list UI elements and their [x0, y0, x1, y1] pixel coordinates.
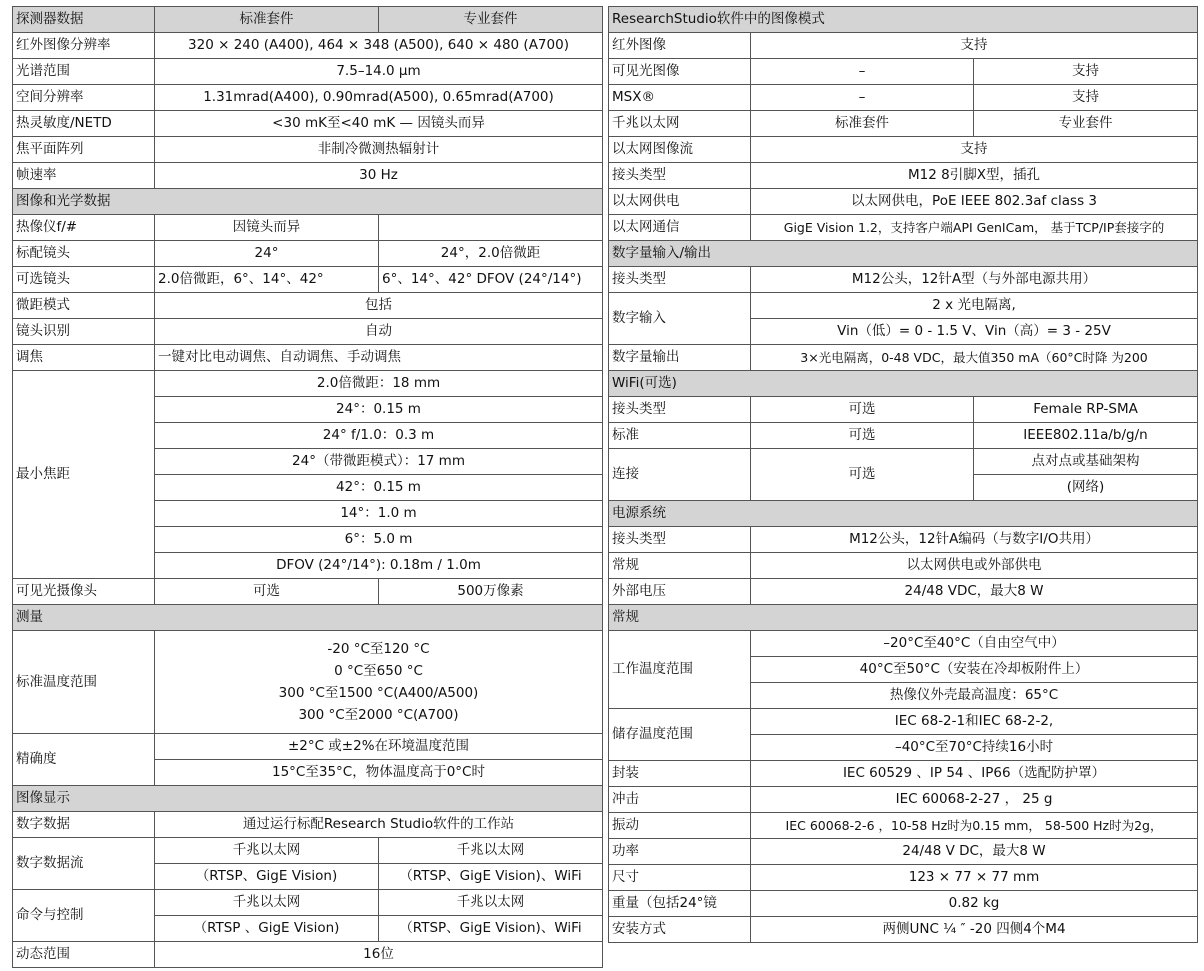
row-value-pro: 千兆以太网: [379, 838, 603, 864]
row-label: 调焦: [13, 345, 155, 371]
table-row: [609, 891, 1198, 917]
row-label: 接头类型: [609, 163, 751, 189]
table-row: [609, 33, 1198, 59]
row-label: 尺寸: [609, 865, 751, 891]
detector-spec-table: [12, 6, 603, 968]
temp-range-line: -20 °C至120 °C: [327, 641, 430, 657]
row-value-pro: 6°、14°、42° DFOV (24°/14°): [379, 267, 603, 293]
section-title: WiFi(可选): [609, 371, 1198, 397]
row-value: 14°：1.0 m: [155, 501, 603, 527]
row-value-pro: 支持: [974, 59, 1198, 85]
row-label: 精确度: [13, 734, 155, 786]
row-value: 30 Hz: [155, 163, 603, 189]
row-value: ±2°C 或±2%在环境温度范围: [155, 734, 603, 760]
table-row: [609, 423, 1198, 449]
table-row: [13, 942, 603, 968]
table-row: [609, 787, 1198, 813]
table-row: [13, 734, 603, 760]
row-label: 焦平面阵列: [13, 137, 155, 163]
row-value: 两侧UNC ¼ ″ -20 四侧4个M4: [751, 917, 1198, 943]
table-row: [609, 267, 1198, 293]
row-value-pro: 点对点或基础架构: [974, 449, 1198, 475]
section-header: [13, 605, 603, 631]
table-row: [609, 865, 1198, 891]
row-value: 24/48 V DC，最大8 W: [751, 839, 1198, 865]
row-value: 15°C至35°C，物体温度高于0°C时: [155, 760, 603, 786]
row-label: 标准温度范围: [13, 631, 155, 734]
section-header: [609, 605, 1198, 631]
row-value-standard: 可选: [751, 423, 974, 449]
table-row: [609, 553, 1198, 579]
table-row: [13, 137, 603, 163]
table-row: [13, 163, 603, 189]
table-row: [609, 709, 1198, 735]
row-label: 以太网供电: [609, 189, 751, 215]
row-value-standard: 可选: [751, 397, 974, 423]
row-value: 支持: [751, 33, 1198, 59]
table-row: [13, 85, 603, 111]
row-value-standard: –: [751, 85, 974, 111]
row-value-standard: 可选: [751, 449, 974, 501]
row-label: 连接: [609, 449, 751, 501]
table-row: [609, 761, 1198, 787]
row-value-standard: 24°: [155, 241, 379, 267]
row-value-standard: 2.0倍微距，6°、14°、42°: [155, 267, 379, 293]
table-row: [13, 371, 603, 397]
table-row: [13, 579, 603, 605]
row-value-standard: （RTSP 、GigE Vision): [155, 916, 379, 942]
row-value: [155, 631, 603, 734]
row-value: 热像仪外壳最高温度：65°C: [751, 683, 1198, 709]
section-header: [609, 7, 1198, 33]
table-row: [609, 85, 1198, 111]
row-value: IEC 68-2-1和IEC 68-2-2,: [751, 709, 1198, 735]
table-row: [13, 267, 603, 293]
row-value: 6°：5.0 m: [155, 527, 603, 553]
row-value: 24° f/1.0：0.3 m: [155, 423, 603, 449]
row-value: <30 mK至<40 mK — 因镜头而异: [155, 111, 603, 137]
row-label: 千兆以太网: [609, 111, 751, 137]
header-pro-kit: 专业套件: [379, 7, 603, 33]
row-value-standard: –: [751, 59, 974, 85]
row-value-pro: 500万像素: [379, 579, 603, 605]
row-label: 数字输入: [609, 293, 751, 345]
table-row: [609, 215, 1198, 241]
section-title: 测量: [13, 605, 603, 631]
table-row: [609, 345, 1198, 371]
row-label: 最小焦距: [13, 371, 155, 579]
row-label: 微距模式: [13, 293, 155, 319]
row-label: 以太网图像流: [609, 137, 751, 163]
row-value-pro: 千兆以太网: [379, 890, 603, 916]
row-value: 支持: [751, 137, 1198, 163]
temp-range-line: 300 °C至1500 °C(A400/A500): [278, 685, 479, 701]
row-value: 自动: [155, 319, 603, 345]
row-label: 可见光摄像头: [13, 579, 155, 605]
section-header: [609, 501, 1198, 527]
row-value: –20°C至40°C（自由空气中）: [751, 631, 1198, 657]
row-value-pro: (网络): [974, 475, 1198, 501]
row-label: 动态范围: [13, 942, 155, 968]
row-label: 外部电压: [609, 579, 751, 605]
row-value-standard: 千兆以太网: [155, 838, 379, 864]
row-label: 光谱范围: [13, 59, 155, 85]
section-title: 数字量输入/输出: [609, 241, 1198, 267]
table-row: [13, 33, 603, 59]
row-value: 2.0倍微距：18 mm: [155, 371, 603, 397]
row-value: M12公头，12针A型（与外部电源共用）: [751, 267, 1198, 293]
row-value-pro: （RTSP、GigE Vision)、WiFi: [379, 864, 603, 890]
row-value: IEC 60068-2-6 ，10-58 Hz时为0.15 mm， 58-500 Hz时为2g，: [751, 813, 1198, 839]
section-title: 图像和光学数据: [13, 189, 603, 215]
header-detector-data: 探测器数据: [13, 7, 155, 33]
row-label: 可选镜头: [13, 267, 155, 293]
table-row: [609, 917, 1198, 943]
row-value: 24°：0.15 m: [155, 397, 603, 423]
section-title: ResearchStudio软件中的图像模式: [609, 7, 1198, 33]
table-row: [609, 631, 1198, 657]
table-row: [13, 812, 603, 838]
row-value: 2 x 光电隔离,: [751, 293, 1198, 319]
row-label: 接头类型: [609, 397, 751, 423]
row-label: 接头类型: [609, 527, 751, 553]
row-value: 320 × 240 (A400), 464 × 348 (A500), 640 × 480 (A700): [155, 33, 603, 59]
row-value: 1.31mrad(A400), 0.90mrad(A500), 0.65mrad(A700): [155, 85, 603, 111]
section-title: 电源系统: [609, 501, 1198, 527]
table-row: [609, 397, 1198, 423]
row-label: 可见光图像: [609, 59, 751, 85]
table-row: [13, 631, 603, 734]
row-value-standard: 千兆以太网: [155, 890, 379, 916]
table-row: [609, 527, 1198, 553]
row-value: 123 × 77 × 77 mm: [751, 865, 1198, 891]
row-value-standard: 因镜头而异: [155, 215, 379, 241]
table-row: [13, 59, 603, 85]
table-row: [13, 890, 603, 916]
software-spec-table: [608, 6, 1198, 943]
row-value: 0.82 kg: [751, 891, 1198, 917]
row-value: –40°C至70°C持续16小时: [751, 735, 1198, 761]
row-label: 镜头识别: [13, 319, 155, 345]
row-label: 工作温度范围: [609, 631, 751, 709]
row-label: MSX®: [609, 85, 751, 111]
header-standard-kit: 标准套件: [155, 7, 379, 33]
row-value: 非制冷微测热辐射计: [155, 137, 603, 163]
row-value: 以太网供电，PoE IEEE 802.3af class 3: [751, 189, 1198, 215]
row-value: 24/48 VDC，最大8 W: [751, 579, 1198, 605]
row-label: 标配镜头: [13, 241, 155, 267]
row-value-pro: 支持: [974, 85, 1198, 111]
row-value: GigE Vision 1.2，支持客户端API GenICam， 基于TCP/IP套接字的: [751, 215, 1198, 241]
section-header: [13, 786, 603, 812]
row-value-standard: 可选: [155, 579, 379, 605]
table-row: [609, 163, 1198, 189]
row-value: 包括: [155, 293, 603, 319]
row-label: 红外图像分辨率: [13, 33, 155, 59]
table-row: [609, 189, 1198, 215]
row-label: 数字量输出: [609, 345, 751, 371]
row-label: 储存温度范围: [609, 709, 751, 761]
table-row: [13, 838, 603, 864]
row-value: IEC 60529 、IP 54 、IP66（选配防护罩）: [751, 761, 1198, 787]
section-title: 图像显示: [13, 786, 603, 812]
table-row: [609, 111, 1198, 137]
table-row: [609, 137, 1198, 163]
table-row: [609, 293, 1198, 319]
temp-range-line: 300 °C至2000 °C(A700): [298, 707, 459, 723]
table-row: [13, 345, 603, 371]
row-value: M12公头，12针A编码（与数字I/O共用）: [751, 527, 1198, 553]
row-label: 振动: [609, 813, 751, 839]
section-header: [609, 371, 1198, 397]
row-label: 热灵敏度/NETD: [13, 111, 155, 137]
row-value-standard: 标准套件: [751, 111, 974, 137]
row-value: M12 8引脚X型，插孔: [751, 163, 1198, 189]
table-row: [609, 449, 1198, 475]
row-label: 冲击: [609, 787, 751, 813]
row-label: 命令与控制: [13, 890, 155, 942]
row-value-pro: 24°，2.0倍微距: [379, 241, 603, 267]
section-header: [609, 241, 1198, 267]
row-value-pro: [379, 215, 603, 241]
row-value: 42°：0.15 m: [155, 475, 603, 501]
table-row: [13, 293, 603, 319]
row-label: 常规: [609, 553, 751, 579]
row-label: 以太网通信: [609, 215, 751, 241]
row-label: 重量（包括24°镜: [609, 891, 751, 917]
row-value: 一键对比电动调焦、自动调焦、手动调焦: [155, 345, 603, 371]
table-header-row: [13, 7, 603, 33]
row-label: 封装: [609, 761, 751, 787]
row-value: IEC 60068-2-27 ， 25 g: [751, 787, 1198, 813]
row-label: 功率: [609, 839, 751, 865]
row-value: DFOV (24°/14°): 0.18m / 1.0m: [155, 553, 603, 579]
row-label: 接头类型: [609, 267, 751, 293]
row-label: 空间分辨率: [13, 85, 155, 111]
row-label: 标准: [609, 423, 751, 449]
row-value: 7.5–14.0 µm: [155, 59, 603, 85]
row-label: 帧速率: [13, 163, 155, 189]
row-value-standard: （RTSP、GigE Vision): [155, 864, 379, 890]
table-row: [13, 241, 603, 267]
temp-range-line: 0 °C至650 °C: [334, 663, 423, 679]
section-title: 常规: [609, 605, 1198, 631]
table-row: [609, 813, 1198, 839]
row-value: 通过运行标配Research Studio软件的工作站: [155, 812, 603, 838]
row-value: 3×光电隔离，0-48 VDC，最大值350 mA（60°C时降 为200: [751, 345, 1198, 371]
row-value: Vin（低）= 0 - 1.5 V、Vin（高）= 3 - 25V: [751, 319, 1198, 345]
table-row: [609, 839, 1198, 865]
row-value: 16位: [155, 942, 603, 968]
row-value: 40°C至50°C（安装在冷却板附件上）: [751, 657, 1198, 683]
table-row: [609, 579, 1198, 605]
table-row: [609, 59, 1198, 85]
row-value-pro: IEEE802.11a/b/g/n: [974, 423, 1198, 449]
row-label: 数字数据: [13, 812, 155, 838]
row-label: 热像仪f/#: [13, 215, 155, 241]
row-label: 安装方式: [609, 917, 751, 943]
table-row: [13, 215, 603, 241]
table-row: [13, 111, 603, 137]
row-value: 以太网供电或外部供电: [751, 553, 1198, 579]
row-label: 数字数据流: [13, 838, 155, 890]
row-label: 红外图像: [609, 33, 751, 59]
row-value-pro: Female RP-SMA: [974, 397, 1198, 423]
row-value-pro: （RTSP、GigE Vision)、WiFi: [379, 916, 603, 942]
table-row: [13, 319, 603, 345]
row-value-pro: 专业套件: [974, 111, 1198, 137]
section-header: [13, 189, 603, 215]
row-value: 24°（带微距模式）：17 mm: [155, 449, 603, 475]
